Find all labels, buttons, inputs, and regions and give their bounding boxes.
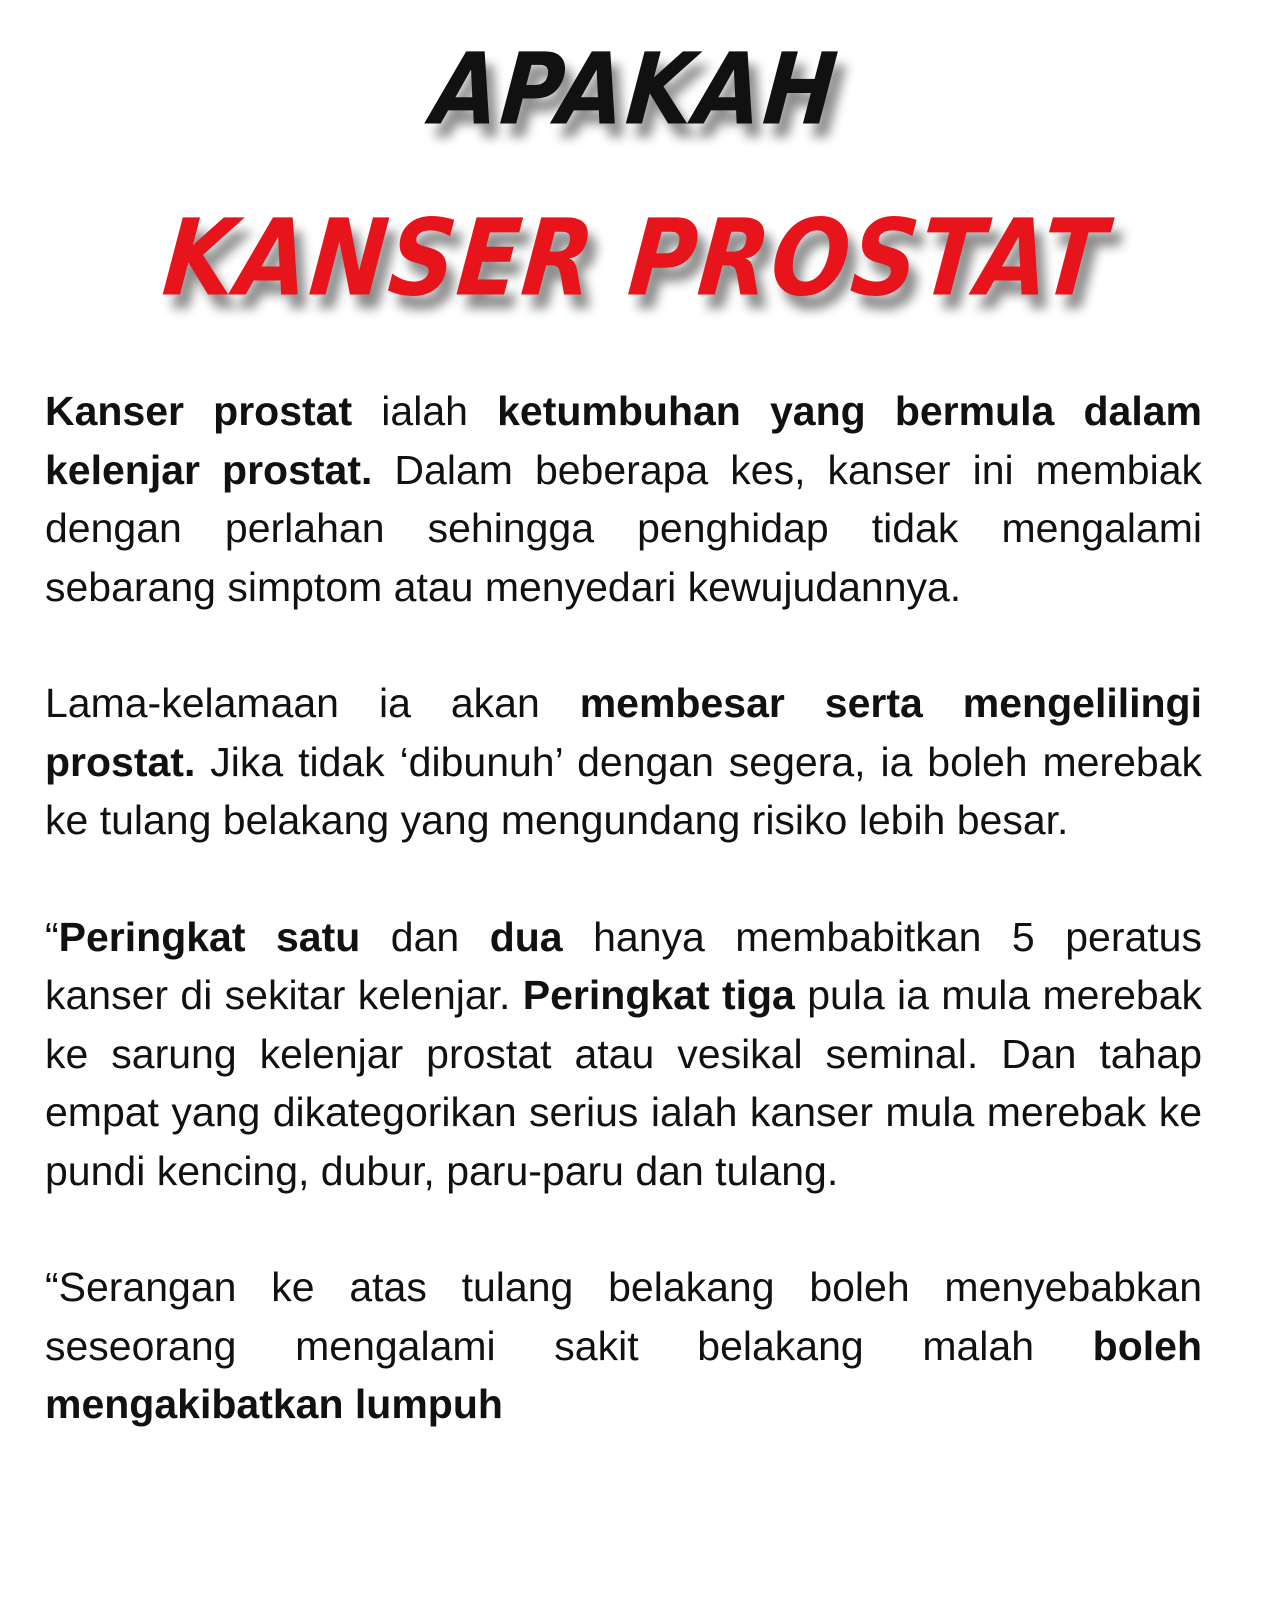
text: Lama-kelamaan ia akan [45, 680, 580, 726]
text: hanya membabitkan 5 peratus kanser di sekitar kelenjar. [45, 913, 1202, 1018]
paragraph-2 [45, 674, 1202, 850]
text-bold: dua [489, 913, 563, 960]
text: ialah [352, 388, 498, 434]
title-kanser-prostat: KANSER PROSTAT [158, 196, 1113, 321]
text: Dalam beberapa kes, kanser ini membiak dengan perlahan sehingga penghidap tidak mengalami sebarang simptom atau menyedari kewujudannya. [45, 446, 1203, 610]
text-bold: Peringkat satu [58, 913, 361, 960]
text-bold: boleh mengakibatkan lumpuh [45, 1322, 1202, 1427]
text: dan [360, 913, 490, 960]
paragraph-3 [45, 908, 1202, 1201]
text-bold: membesar serta mengelilingi prostat. [45, 680, 1202, 785]
text: “ [45, 913, 59, 960]
text-bold: Peringkat tiga [522, 972, 795, 1018]
paragraph-4 [45, 1258, 1202, 1434]
title-apakah: APAKAH [427, 32, 844, 148]
text-bold: ketumbuhan yang bermula dalam kelenjar prostat. [45, 388, 1202, 493]
text-bold: Kanser prostat [45, 388, 353, 434]
article-body [45, 382, 1202, 1434]
title-block [0, 0, 1271, 360]
text: “Serangan ke atas tulang belakang boleh menyebabkan seseorang mengalami sakit belakang malah [45, 1264, 1202, 1369]
text: Jika tidak ‘dibunuh’ dengan segera, ia boleh merebak ke tulang belakang yang mengundang risiko lebih besar. [45, 738, 1202, 843]
text: pula ia mula merebak ke sarung kelenjar prostat atau vesikal seminal. Dan tahap empat yang dikategorikan serius ialah kanser mula merebak ke pundi kencing, dubur, paru-paru dan tulang. [45, 972, 1203, 1194]
paragraph-1 [45, 382, 1202, 616]
